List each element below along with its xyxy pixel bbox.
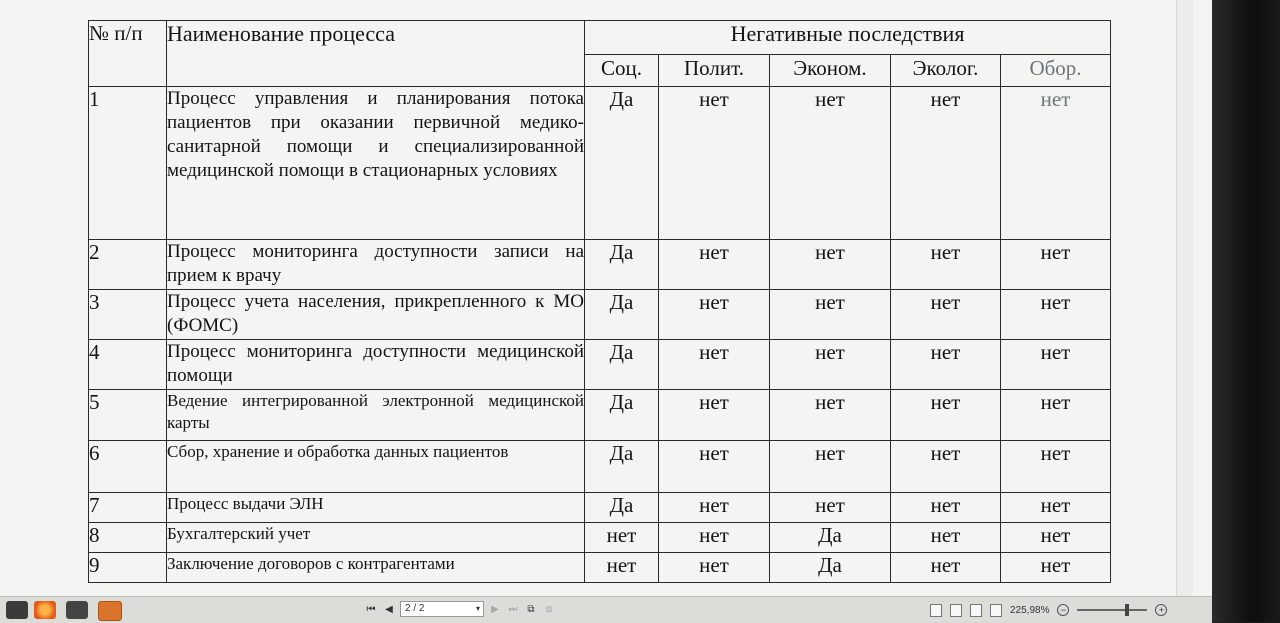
value-social: Да: [585, 87, 659, 240]
value-ecological: нет: [891, 340, 1001, 390]
book-view-icon[interactable]: [970, 604, 982, 617]
value-social: Да: [585, 290, 659, 340]
value-political: нет: [659, 87, 770, 240]
next-page-icon[interactable]: ▶: [491, 603, 499, 615]
value-ecological: нет: [891, 523, 1001, 553]
row-number: 6: [89, 441, 167, 493]
header-social: Соц.: [585, 55, 659, 87]
office-app-icon[interactable]: [98, 601, 122, 621]
value-ecological: нет: [891, 290, 1001, 340]
value-economic: нет: [770, 87, 891, 240]
value-defense: нет: [1001, 340, 1111, 390]
value-economic: нет: [770, 290, 891, 340]
table-row: [89, 441, 1111, 493]
header-process-name: Наименование процесса: [167, 21, 585, 87]
header-negative-consequences: Негативные последствия: [585, 21, 1111, 55]
status-bar: [0, 596, 1212, 623]
value-defense: нет: [1001, 553, 1111, 583]
paste-icon[interactable]: ⧈: [545, 603, 553, 615]
value-economic: нет: [770, 240, 891, 290]
page-navigation: [364, 599, 556, 619]
start-icon[interactable]: [6, 601, 28, 619]
firefox-icon[interactable]: [34, 601, 56, 619]
process-name: Процесс учета населения, прикрепленного к МО (ФОМС): [167, 290, 585, 340]
process-name: Сбор, хранение и обработка данных пациентов: [167, 441, 585, 493]
row-number: 8: [89, 523, 167, 553]
process-name: Заключение договоров с контрагентами: [167, 553, 585, 583]
value-ecological: нет: [891, 87, 1001, 240]
chevron-down-icon: ▾: [475, 604, 480, 613]
table-row: [89, 340, 1111, 390]
previous-page-icon[interactable]: ◀: [385, 603, 393, 615]
value-ecological: нет: [891, 240, 1001, 290]
value-political: нет: [659, 441, 770, 493]
process-name: Процесс мониторинга доступности записи на прием к врачу: [167, 240, 585, 290]
row-number: 7: [89, 493, 167, 523]
header-defense: Обор.: [1001, 55, 1111, 87]
value-ecological: нет: [891, 390, 1001, 441]
fit-width-icon[interactable]: [990, 604, 1002, 617]
page-number-field[interactable]: [400, 601, 484, 617]
value-social: Да: [585, 493, 659, 523]
page-number-value: 2 / 2: [405, 603, 425, 614]
process-name: Процесс мониторинга доступности медицинской помощи: [167, 340, 585, 390]
value-social: Да: [585, 441, 659, 493]
multi-page-view-icon[interactable]: [950, 604, 962, 617]
process-name: Ведение интегрированной электронной медицинской карты: [167, 390, 585, 441]
value-economic: Да: [770, 553, 891, 583]
zoom-level[interactable]: 225,98%: [1010, 604, 1050, 616]
header-economic: Эконом.: [770, 55, 891, 87]
vertical-scrollbar[interactable]: [1176, 0, 1193, 596]
row-number: 3: [89, 290, 167, 340]
value-defense: нет: [1001, 390, 1111, 441]
value-defense: нет: [1001, 441, 1111, 493]
monitor-bezel: [1212, 0, 1280, 622]
value-political: нет: [659, 553, 770, 583]
zoom-out-icon[interactable]: −: [1057, 604, 1069, 616]
process-name: Процесс выдачи ЭЛН: [167, 493, 585, 523]
value-defense: нет: [1001, 290, 1111, 340]
value-political: нет: [659, 290, 770, 340]
row-number: 2: [89, 240, 167, 290]
process-name: Бухгалтерский учет: [167, 523, 585, 553]
value-economic: нет: [770, 390, 891, 441]
zoom-in-icon[interactable]: +: [1155, 604, 1167, 616]
table-row: [89, 523, 1111, 553]
value-economic: нет: [770, 493, 891, 523]
row-number: 4: [89, 340, 167, 390]
row-number: 5: [89, 390, 167, 441]
value-social: Да: [585, 390, 659, 441]
value-ecological: нет: [891, 441, 1001, 493]
value-social: Да: [585, 240, 659, 290]
value-economic: нет: [770, 441, 891, 493]
value-defense: нет: [1001, 493, 1111, 523]
value-political: нет: [659, 340, 770, 390]
header-ecological: Эколог.: [891, 55, 1001, 87]
table-row: [89, 553, 1111, 583]
value-political: нет: [659, 523, 770, 553]
single-page-view-icon[interactable]: [930, 604, 942, 617]
value-social: нет: [585, 553, 659, 583]
value-defense: нет: [1001, 523, 1111, 553]
value-social: Да: [585, 340, 659, 390]
row-number: 9: [89, 553, 167, 583]
process-name: Процесс управления и планирования потока пациентов при оказании первичной медико-санитарной помощи и специализированной медицинской помощи в стационарных условиях: [167, 87, 585, 240]
terminal-icon[interactable]: [66, 601, 88, 619]
header-political: Полит.: [659, 55, 770, 87]
value-political: нет: [659, 493, 770, 523]
zoom-controls: [930, 602, 1167, 618]
value-economic: нет: [770, 340, 891, 390]
row-number: 1: [89, 87, 167, 240]
value-defense: нет: [1001, 240, 1111, 290]
table-row: [89, 390, 1111, 441]
value-political: нет: [659, 390, 770, 441]
table-row: [89, 290, 1111, 340]
value-ecological: нет: [891, 553, 1001, 583]
table-row: [89, 240, 1111, 290]
value-political: нет: [659, 240, 770, 290]
table-row: [89, 493, 1111, 523]
value-economic: Да: [770, 523, 891, 553]
value-defense: нет: [1001, 87, 1111, 240]
value-ecological: нет: [891, 493, 1001, 523]
processes-table: [88, 20, 1111, 583]
header-number: № п/п: [89, 21, 167, 87]
last-page-icon[interactable]: ⏭: [508, 603, 518, 615]
table-row: [89, 87, 1111, 240]
copy-icon[interactable]: ⧉: [527, 603, 535, 615]
value-social: нет: [585, 523, 659, 553]
first-page-icon[interactable]: ⏮: [366, 603, 376, 615]
zoom-slider[interactable]: [1077, 609, 1147, 611]
zoom-slider-handle[interactable]: [1125, 604, 1129, 616]
